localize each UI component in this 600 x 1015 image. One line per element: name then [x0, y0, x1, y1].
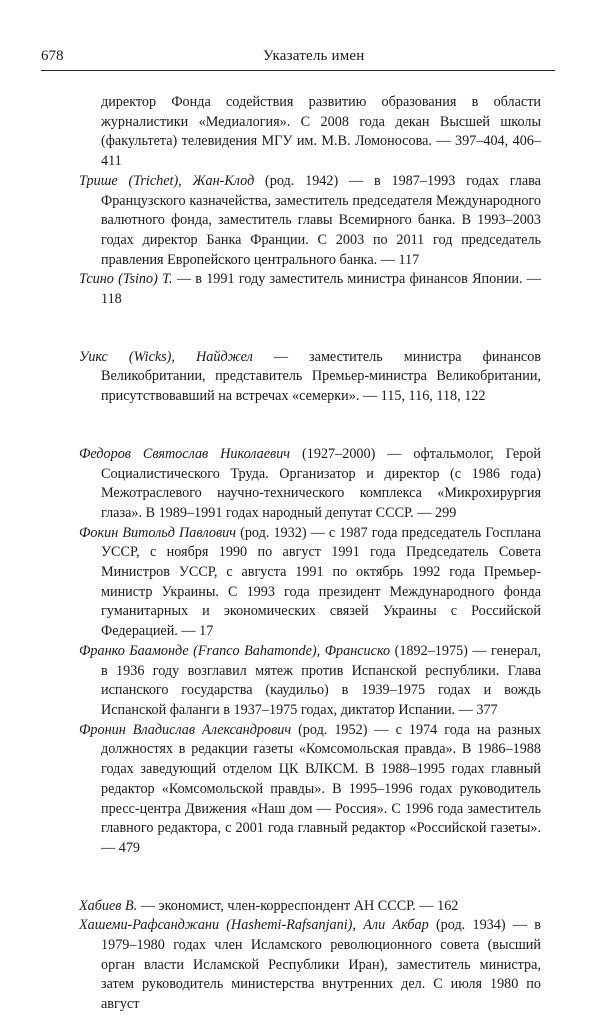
entry-name: Тсино (Tsino) Т.	[79, 271, 173, 288]
entry-name: Хабиев В.	[79, 897, 138, 914]
index-entry	[79, 721, 541, 859]
entry-text: — экономист, член-корреспондент АН СССР. — 162	[137, 897, 459, 914]
entry-text: — заместитель министра финансов Великобритании, представитель Премьер-министра Великобритании, присутствовавший на встречах «семерки». — 115, 116, 118, 122	[101, 348, 542, 405]
entry-name: Трише (Trichet), Жан-Клод	[79, 172, 255, 189]
entry-text: (род. 1942) — в 1987–1993 годах глава Французского казначейства, заместитель председателя Международного валютного фонда, заместитель главы Всемирного банка. В 1993–2003 годах директор Банка Франции. С 2003 по 2011 год председатель правления Европейского центрального банка. — 117	[101, 172, 541, 268]
index-entry	[79, 916, 541, 1015]
letter-gap	[79, 310, 541, 348]
entry-name: Федоров Святослав Николаевич	[79, 445, 291, 462]
index-entry	[79, 445, 541, 524]
index-entry	[79, 270, 541, 309]
index-content	[79, 93, 541, 1015]
running-title: Указатель имен	[263, 48, 365, 64]
entry-text: (род. 1932) — с 1987 года председатель Госплана УССР, с ноября 1990 по август 1991 года Председатель Совета Министров УССР, с августа 1991 по октябрь 1992 года Премьер-министр Украины. С 1993 года президент Международного фонда гуманитарных и экономических связей Украины с Российской Федерацией. — 17	[101, 524, 541, 640]
entry-name: Фронин Владислав Александрович	[79, 721, 292, 738]
page-header	[41, 46, 555, 72]
entry-text: (1892–1975) — генерал, в 1936 году возглавил мятеж против Испанской республики. Глава испанского государства (каудильо) в 1939–1975 годах и вождь Испанской фаланги в 1937–1975 годах, диктатор Испании. — 377	[101, 642, 541, 718]
entry-text: (1927–2000) — офтальмолог, Герой Социалистического Труда. Организатор и директор (с 1986 года) Межотраслевого научно-технического комплекса «Микрохирургия глаза». В 1989–1991 годах народный депутат СССР. — 299	[101, 445, 541, 521]
page-number: 678	[41, 48, 64, 64]
header-rule	[41, 70, 555, 71]
index-entry-continuation	[79, 93, 541, 172]
entry-name: Франко Баамонде (Franco Bahamonde), Франсиско	[79, 642, 391, 659]
index-entry	[79, 524, 541, 642]
entry-text: директор Фонда содействия развитию образования в области журналистики «Медиалогия». С 2008 года декан Высшей школы (факультета) телевидения МГУ им. М.В. Ломоносова. — 397–404, 406–411	[101, 94, 541, 170]
letter-gap	[79, 859, 541, 897]
entry-name: Фокин Витольд Павлович	[79, 524, 236, 541]
entry-text: (род. 1934) — в 1979–1980 годах член Исламского революционного совета (высший орган власти Исламской Республики Иран), заместитель министра, затем руководитель министерства внутренних дел. С июля 1980 по август	[101, 917, 541, 1013]
entry-text: (род. 1952) — с 1974 года на разных должностях в редакции газеты «Комсомольская правда». В 1986–1988 годах заведующий отделом ЦК ВЛКСМ. В 1988–1995 годах главный редактор «Комсомольской правды». В 1995–1996 годах руководитель пресс-центра Движения «Наш дом — Россия». С 1996 года заместитель главного редактора, с 2001 года главный редактор «Российской газеты». — 479	[101, 721, 541, 856]
entry-name: Уикс (Wicks), Найджел	[79, 348, 253, 365]
index-entry	[79, 897, 541, 917]
entry-name: Хашеми-Рафсанджани (Hashemi-Rafsanjani), Али Акбар	[79, 917, 429, 934]
index-entry	[79, 642, 541, 721]
index-entry	[79, 348, 541, 407]
index-entry	[79, 172, 541, 271]
entry-text: — в 1991 году заместитель министра финансов Японии. — 118	[101, 271, 541, 308]
letter-gap	[79, 407, 541, 445]
